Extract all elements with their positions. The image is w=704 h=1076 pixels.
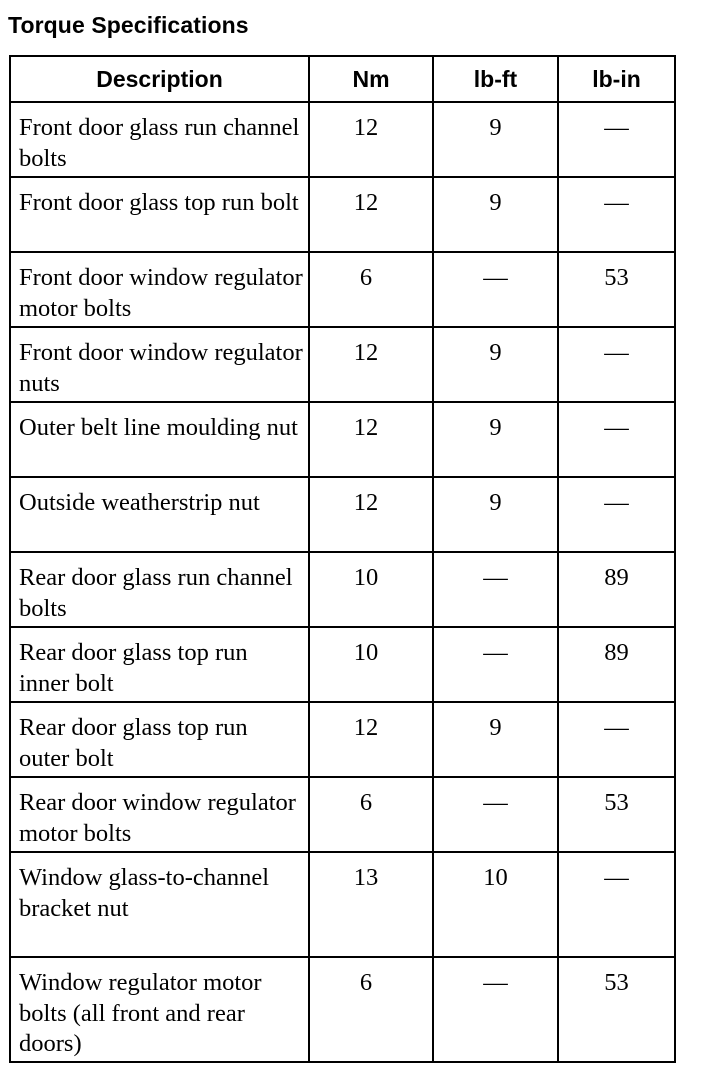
nm-column-header: Nm <box>309 56 433 102</box>
header-row <box>10 56 675 102</box>
description-cell: Rear door window regulator motor bolts <box>10 777 309 852</box>
lbin-cell: 53 <box>558 777 675 852</box>
table-row <box>10 102 675 177</box>
description-cell: Front door glass run channel bolts <box>10 102 309 177</box>
lbft-cell: — <box>433 252 558 327</box>
lbft-cell: 9 <box>433 702 558 777</box>
table-row <box>10 852 675 957</box>
nm-cell: 12 <box>309 102 433 177</box>
table-row <box>10 552 675 627</box>
lbin-cell: — <box>558 402 675 477</box>
lbft-cell: 10 <box>433 852 558 957</box>
nm-cell: 6 <box>309 777 433 852</box>
lbin-cell: — <box>558 702 675 777</box>
lbft-cell: 9 <box>433 327 558 402</box>
table-row <box>10 177 675 252</box>
nm-cell: 12 <box>309 477 433 552</box>
table-row <box>10 627 675 702</box>
lbin-cell: — <box>558 102 675 177</box>
description-cell: Rear door glass top run outer bolt <box>10 702 309 777</box>
nm-cell: 12 <box>309 702 433 777</box>
lbft-cell: 9 <box>433 402 558 477</box>
table-header <box>10 56 675 102</box>
nm-cell: 12 <box>309 402 433 477</box>
description-cell: Rear door glass run channel bolts <box>10 552 309 627</box>
torque-spec-table <box>9 55 676 1063</box>
table-row <box>10 402 675 477</box>
table-row <box>10 252 675 327</box>
lbft-column-header: lb-ft <box>433 56 558 102</box>
description-cell: Rear door glass top run inner bolt <box>10 627 309 702</box>
page-title: Torque Specifications <box>8 12 249 38</box>
lbin-cell: — <box>558 327 675 402</box>
nm-cell: 10 <box>309 627 433 702</box>
lbin-cell: 53 <box>558 957 675 1062</box>
table-row <box>10 702 675 777</box>
description-cell: Window glass-to-channel bracket nut <box>10 852 309 957</box>
lbin-cell: 89 <box>558 552 675 627</box>
description-column-header: Description <box>10 56 309 102</box>
nm-cell: 12 <box>309 177 433 252</box>
description-cell: Outer belt line moulding nut <box>10 402 309 477</box>
lbft-cell: 9 <box>433 477 558 552</box>
description-cell: Front door window regulator nuts <box>10 327 309 402</box>
table-row <box>10 777 675 852</box>
lbft-cell: — <box>433 777 558 852</box>
lbft-cell: — <box>433 957 558 1062</box>
lbft-cell: — <box>433 552 558 627</box>
lbft-cell: — <box>433 627 558 702</box>
description-cell: Outside weatherstrip nut <box>10 477 309 552</box>
description-cell: Front door window regulator motor bolts <box>10 252 309 327</box>
lbin-cell: 53 <box>558 252 675 327</box>
lbin-cell: 89 <box>558 627 675 702</box>
table-row <box>10 957 675 1062</box>
nm-cell: 10 <box>309 552 433 627</box>
nm-cell: 6 <box>309 957 433 1062</box>
lbin-cell: — <box>558 852 675 957</box>
lbft-cell: 9 <box>433 102 558 177</box>
lbft-cell: 9 <box>433 177 558 252</box>
lbin-cell: — <box>558 477 675 552</box>
nm-cell: 6 <box>309 252 433 327</box>
table-body <box>10 102 675 1062</box>
table-row <box>10 327 675 402</box>
lbin-column-header: lb-in <box>558 56 675 102</box>
lbin-cell: — <box>558 177 675 252</box>
table-row <box>10 477 675 552</box>
description-cell: Window regulator motor bolts (all front and rear doors) <box>10 957 309 1062</box>
nm-cell: 13 <box>309 852 433 957</box>
description-cell: Front door glass top run bolt <box>10 177 309 252</box>
nm-cell: 12 <box>309 327 433 402</box>
